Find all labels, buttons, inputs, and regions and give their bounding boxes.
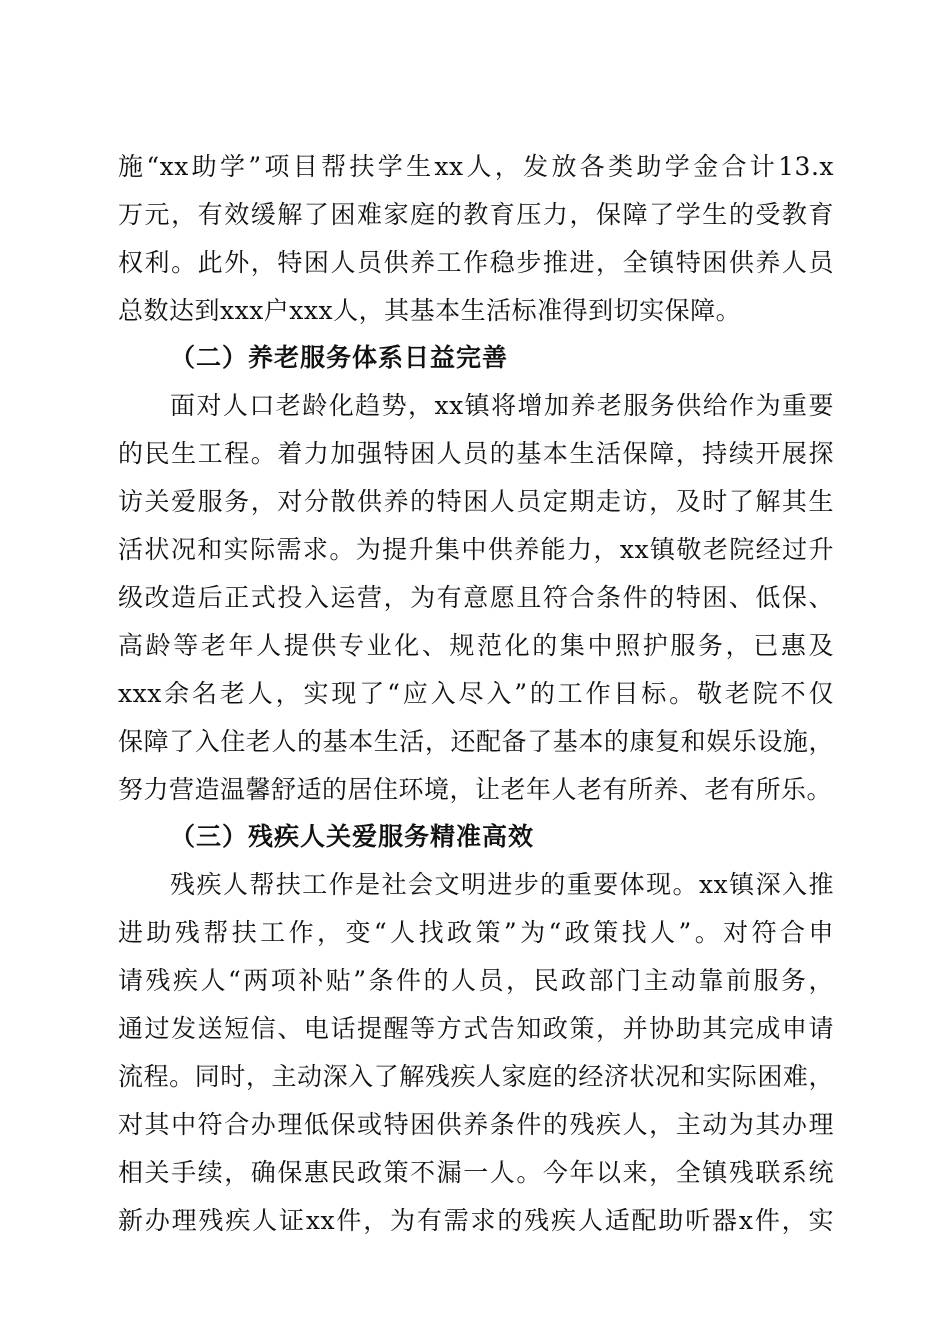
section-heading-disability-care: （三）残疾人关爱服务精准高效 — [170, 822, 535, 851]
paragraph-line: 访关爱服务，对分散供养的特困人员定期走访，及时了解其生 — [118, 487, 834, 516]
paragraph-line: 施“xx助学”项目帮扶学生xx人，发放各类助学金合计13.x — [118, 152, 834, 181]
paragraph-line: 相关手续，确保惠民政策不漏一人。今年以来，全镇残联系统 — [118, 1158, 834, 1187]
paragraph-line: 活状况和实际需求。为提升集中供养能力，xx镇敬老院经过升 — [118, 535, 834, 564]
paragraph-line: 的民生工程。着力加强特困人员的基本生活保障，持续开展探 — [118, 439, 834, 468]
paragraph-line: 高龄等老年人提供专业化、规范化的集中照护服务，已惠及 — [118, 631, 834, 660]
paragraph-line: 对其中符合办理低保或特困供养条件的残疾人，主动为其办理 — [118, 1110, 834, 1139]
paragraph-line: 保障了入住老人的基本生活，还配备了基本的康复和娱乐设施， — [118, 727, 834, 756]
paragraph-line: 流程。同时，主动深入了解残疾人家庭的经济状况和实际困难， — [118, 1062, 834, 1091]
paragraph-line: 总数达到xxx户xxx人，其基本生活标准得到切实保障。 — [118, 296, 742, 325]
paragraph-line: 新办理残疾人证xx件，为有需求的残疾人适配助听器x件，实 — [118, 1206, 834, 1235]
paragraph-line: 请残疾人“两项补贴”条件的人员，民政部门主动靠前服务， — [118, 966, 834, 995]
paragraph-line: 面对人口老龄化趋势，xx镇将增加养老服务供给作为重要 — [170, 391, 834, 420]
paragraph-line: 万元，有效缓解了困难家庭的教育压力，保障了学生的受教育 — [118, 200, 834, 229]
paragraph-line: 努力营造温馨舒适的居住环境，让老年人老有所养、老有所乐。 — [118, 775, 833, 804]
paragraph-line: xxx余名老人，实现了“应入尽入”的工作目标。敬老院不仅 — [118, 679, 834, 708]
section-heading-elderly-care: （二）养老服务体系日益完善 — [170, 343, 509, 372]
paragraph-line: 通过发送短信、电话提醒等方式告知政策，并协助其完成申请 — [118, 1014, 834, 1043]
paragraph-line: 级改造后正式投入运营，为有意愿且符合条件的特困、低保、 — [118, 583, 834, 612]
paragraph-line: 权利。此外，特困人员供养工作稳步推进，全镇特困供养人员 — [118, 248, 834, 277]
paragraph-line: 进助残帮扶工作，变“人找政策”为“政策找人”。对符合申 — [118, 918, 834, 947]
paragraph-line: 残疾人帮扶工作是社会文明进步的重要体现。xx镇深入推 — [170, 870, 834, 899]
